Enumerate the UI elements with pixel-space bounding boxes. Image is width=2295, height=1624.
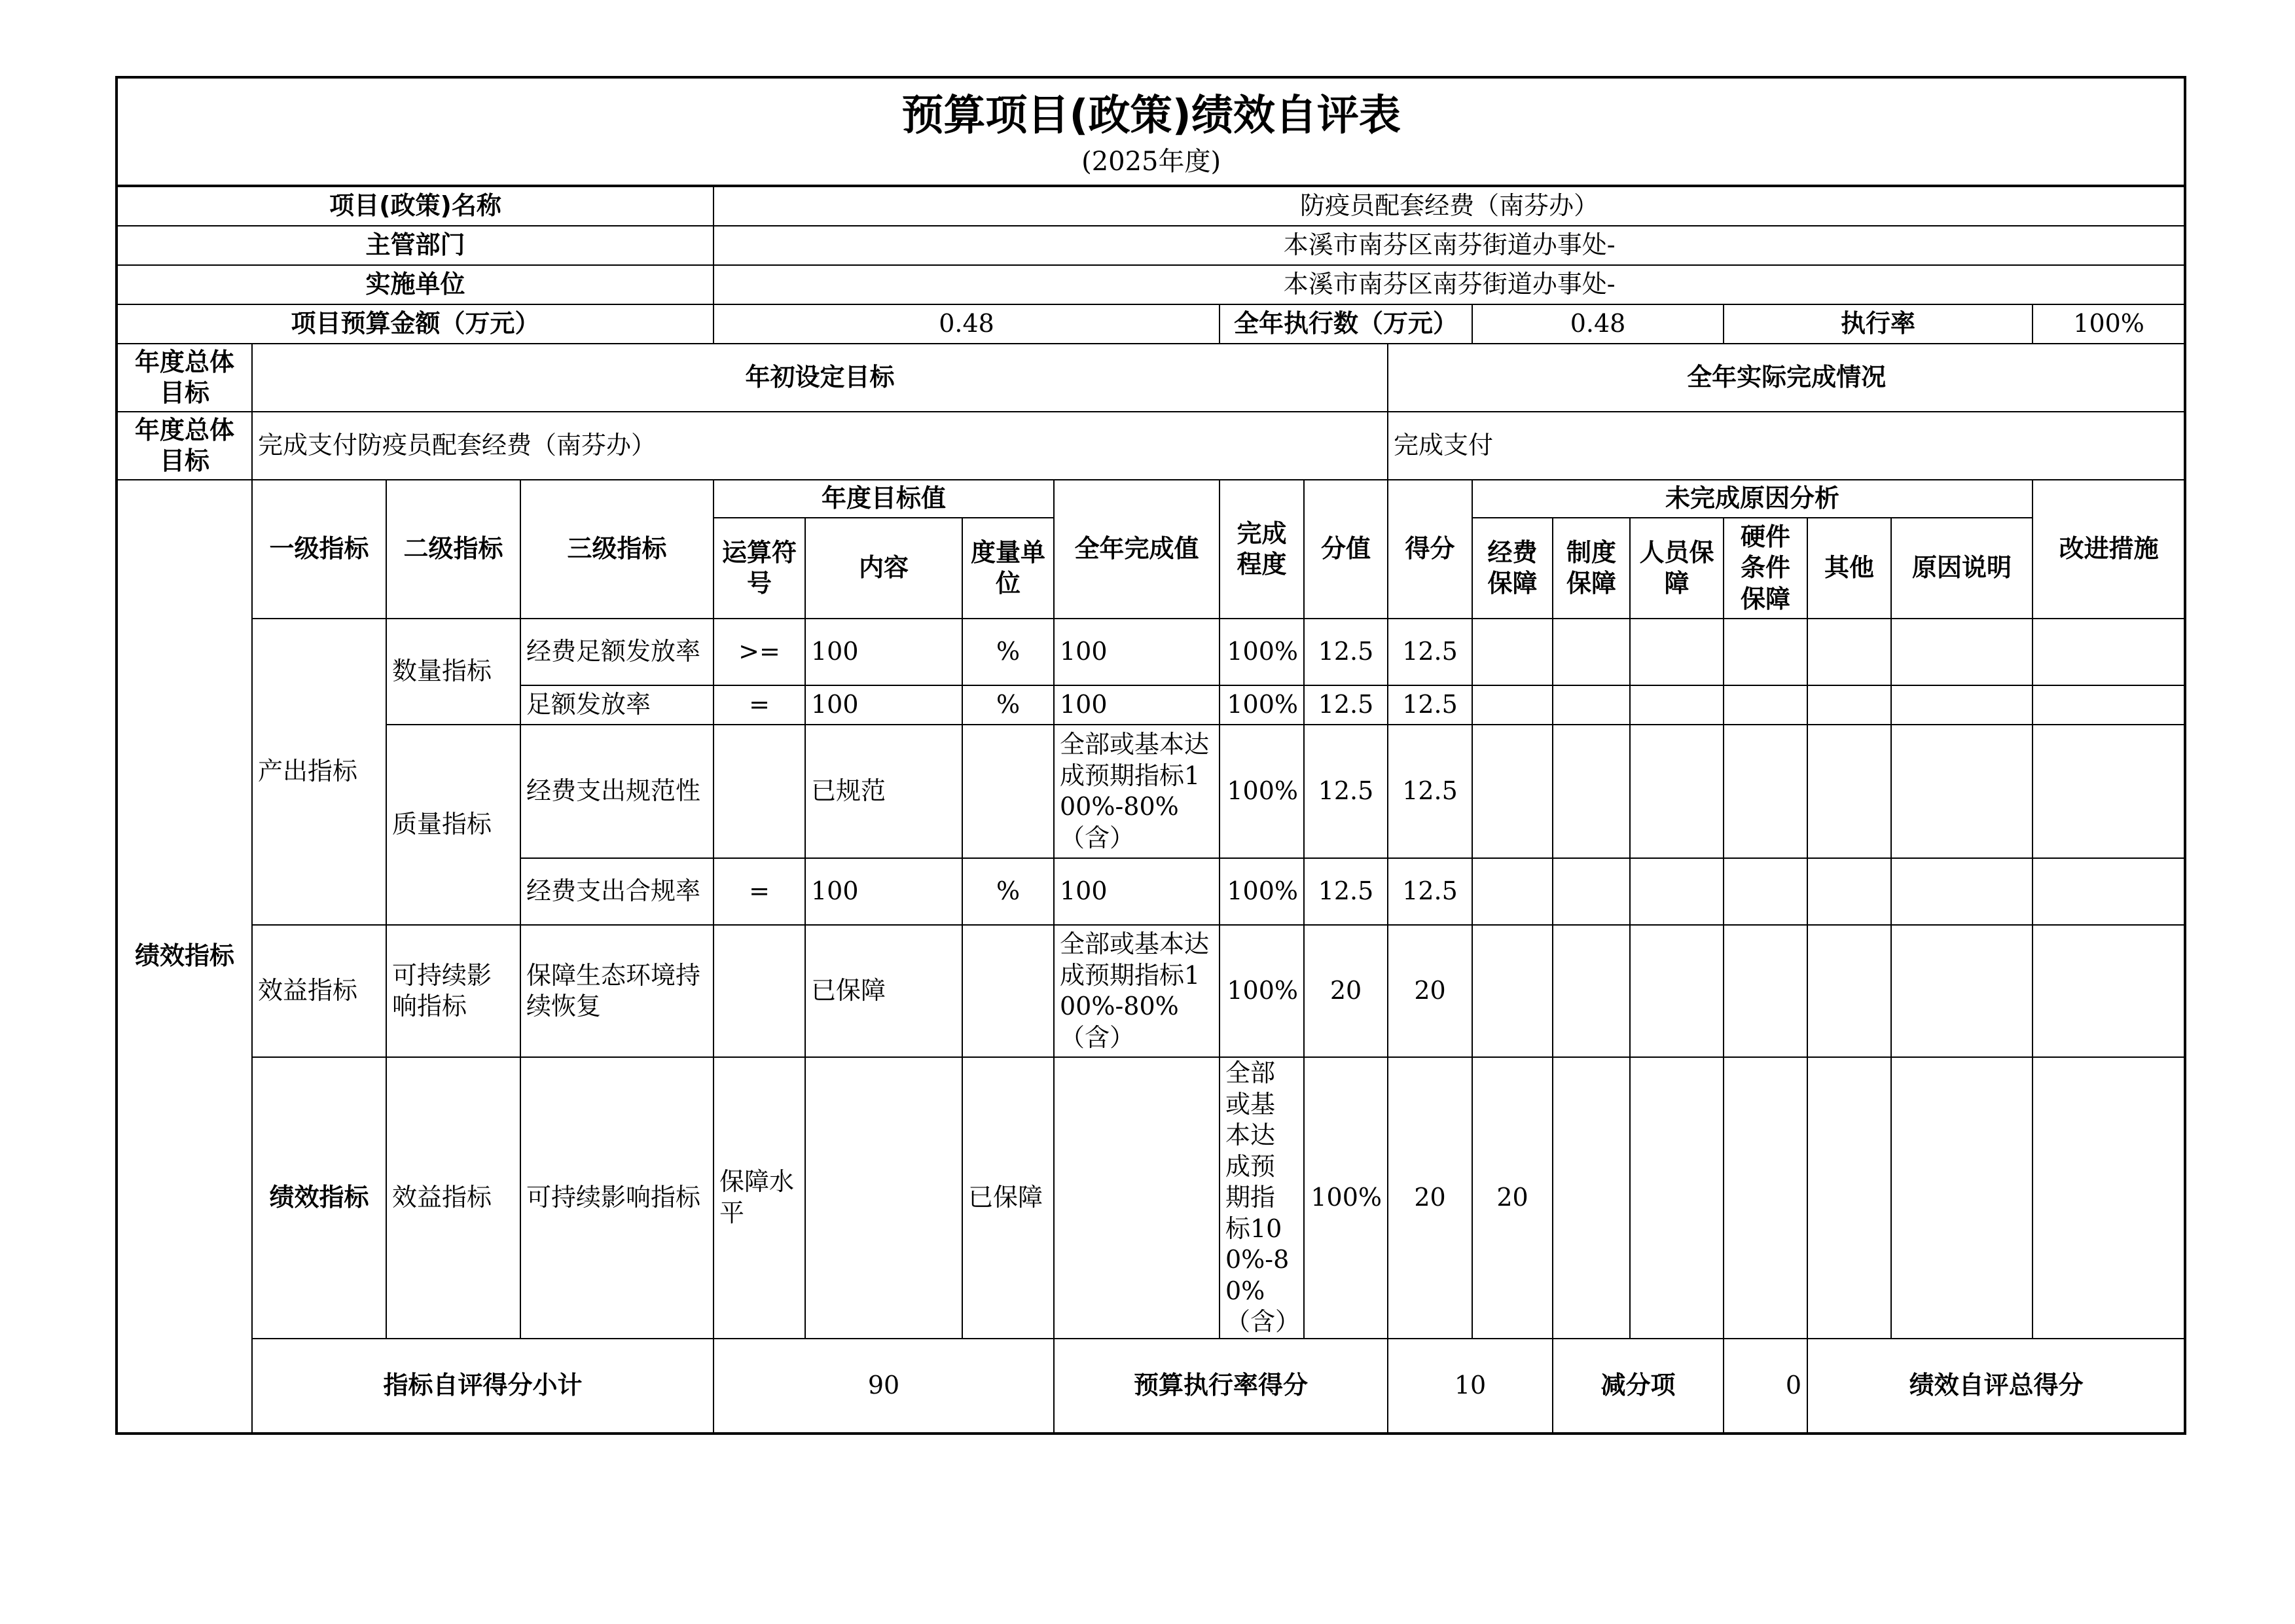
empty-cell	[1472, 685, 1553, 725]
empty-cell	[1807, 619, 1891, 685]
empty-cell	[1891, 925, 2033, 1057]
empty-cell	[1472, 619, 1553, 685]
empty-cell	[1630, 685, 1724, 725]
content-cell: 已保障	[805, 925, 962, 1057]
benefit-indicator-label: 效益指标	[252, 925, 386, 1057]
actual-cell: 100	[1054, 619, 1220, 685]
header-other: 其他	[1807, 518, 1891, 619]
deduct-value: 0	[1724, 1339, 1807, 1434]
content-cell: 100	[805, 858, 962, 925]
performance-evaluation-table	[115, 76, 2186, 1435]
rate-label: 执行率	[1724, 304, 2033, 344]
l3-cell: 足额发放率	[520, 685, 714, 725]
empty-cell	[1630, 925, 1724, 1057]
page-subtitle: (2025年度)	[1081, 146, 1221, 177]
budget-label: 项目预算金额（万元）	[117, 304, 714, 344]
empty-cell	[1553, 725, 1630, 858]
empty-cell	[1724, 619, 1807, 685]
empty-cell	[1807, 1057, 1891, 1339]
unit-value: 本溪市南芬区南芬街道办事处-	[714, 265, 2185, 304]
operator-cell: =	[714, 685, 805, 725]
obtained-cell: 12.5	[1388, 685, 1472, 725]
actual-cell: 全部或基本达成预期指标100%-80%（含）	[1054, 725, 1220, 858]
score-cell: 20	[1388, 1057, 1472, 1339]
header-funding: 经费保障	[1472, 518, 1553, 619]
score-cell: 20	[1304, 925, 1388, 1057]
budget-score-label: 预算执行率得分	[1054, 1339, 1388, 1434]
empty-cell	[1724, 1057, 1807, 1339]
dept-label: 主管部门	[117, 226, 714, 265]
empty-cell	[1630, 619, 1724, 685]
unit-cell: %	[962, 619, 1054, 685]
operator-cell	[805, 1057, 962, 1339]
l3-cell: 保障水平	[714, 1057, 805, 1339]
quantity-indicator-label: 数量指标	[386, 619, 520, 725]
header-level2: 二级指标	[386, 480, 520, 619]
empty-cell	[1630, 1057, 1724, 1339]
empty-cell	[2033, 925, 2185, 1057]
completion-cell: 100%	[1304, 1057, 1388, 1339]
l3-cell: 经费支出合规率	[520, 858, 714, 925]
completion-cell: 100%	[1220, 619, 1304, 685]
score-cell: 12.5	[1304, 725, 1388, 858]
completion-cell: 100%	[1220, 925, 1304, 1057]
header-level3: 三级指标	[520, 480, 714, 619]
header-obtained: 得分	[1388, 480, 1472, 619]
project-name-label: 项目(政策)名称	[117, 186, 714, 226]
empty-cell	[2033, 725, 2185, 858]
empty-cell	[1807, 858, 1891, 925]
obtained-cell: 20	[1472, 1057, 1553, 1339]
subtotal-label: 指标自评得分小计	[252, 1339, 714, 1434]
empty-cell	[1724, 925, 1807, 1057]
empty-cell	[1553, 1057, 1630, 1339]
header-actual-value: 全年完成值	[1054, 480, 1220, 619]
empty-cell	[1724, 858, 1807, 925]
actual-cell: 100	[1054, 685, 1220, 725]
empty-cell	[1724, 685, 1807, 725]
l3-cell: 保障生态环境持续恢复	[520, 925, 714, 1057]
empty-cell	[1891, 685, 2033, 725]
benefit-indicator-label-2: 效益指标	[386, 1057, 520, 1339]
empty-cell	[1472, 725, 1553, 858]
actual-cell: 100	[1054, 858, 1220, 925]
completion-cell: 100%	[1220, 725, 1304, 858]
obtained-cell: 12.5	[1388, 619, 1472, 685]
unit-cell	[962, 725, 1054, 858]
empty-cell	[1891, 725, 2033, 858]
empty-cell	[2033, 1057, 2185, 1339]
obtained-cell: 12.5	[1388, 858, 1472, 925]
empty-cell	[1553, 685, 1630, 725]
empty-cell	[2033, 685, 2185, 725]
obtained-cell: 12.5	[1388, 725, 1472, 858]
header-system: 制度保障	[1553, 518, 1630, 619]
unit-cell: %	[962, 685, 1054, 725]
l3-cell: 经费足额发放率	[520, 619, 714, 685]
content-cell: 已保障	[962, 1057, 1054, 1339]
completion-cell: 100%	[1220, 858, 1304, 925]
header-annual-target: 年度目标值	[714, 480, 1054, 518]
empty-cell	[1891, 858, 2033, 925]
page-title: 预算项目(政策)绩效自评表	[901, 92, 1401, 141]
executed-value: 0.48	[1472, 304, 1724, 344]
empty-cell	[1891, 1057, 2033, 1339]
score-cell: 12.5	[1304, 685, 1388, 725]
score-cell: 12.5	[1304, 619, 1388, 685]
content-cell: 100	[805, 685, 962, 725]
empty-cell	[1472, 925, 1553, 1057]
title-block	[117, 77, 2185, 186]
empty-cell	[1553, 858, 1630, 925]
budget-value: 0.48	[714, 304, 1220, 344]
empty-cell	[1630, 858, 1724, 925]
content-cell: 100	[805, 619, 962, 685]
planned-goal-header: 年初设定目标	[252, 344, 1388, 412]
score-cell: 12.5	[1304, 858, 1388, 925]
total-label: 绩效自评总得分	[1807, 1339, 2185, 1434]
content-cell: 已规范	[805, 725, 962, 858]
header-unit: 度量单位	[962, 518, 1054, 619]
sustain-indicator-label-2: 可持续影响指标	[520, 1057, 714, 1339]
rate-value: 100%	[2033, 304, 2185, 344]
header-hardware: 硬件条件保障	[1724, 518, 1807, 619]
l3-cell: 经费支出规范性	[520, 725, 714, 858]
header-level1: 一级指标	[252, 480, 386, 619]
empty-cell	[1807, 925, 1891, 1057]
planned-goal: 完成支付防疫员配套经费（南芬办）	[252, 412, 1388, 480]
header-staff: 人员保障	[1630, 518, 1724, 619]
dept-value: 本溪市南芬区南芬街道办事处-	[714, 226, 2185, 265]
actual-goal-header: 全年实际完成情况	[1388, 344, 2185, 412]
empty-cell	[1630, 725, 1724, 858]
goal-label-2: 年度总体目标	[117, 412, 252, 480]
project-name-value: 防疫员配套经费（南芬办）	[714, 186, 2185, 226]
budget-score-value: 10	[1388, 1339, 1553, 1434]
empty-cell	[1553, 925, 1630, 1057]
empty-cell	[1472, 858, 1553, 925]
actual-cell: 全部或基本达成预期指标100%-80%（含）	[1220, 1057, 1304, 1339]
unit-cell: %	[962, 858, 1054, 925]
executed-label: 全年执行数（万元）	[1220, 304, 1472, 344]
output-indicator-label: 产出指标	[252, 619, 386, 925]
deduct-label: 减分项	[1553, 1339, 1724, 1434]
unit-cell	[962, 925, 1054, 1057]
header-completion: 完成程度	[1220, 480, 1304, 619]
actual-goal: 完成支付	[1388, 412, 2185, 480]
header-score: 分值	[1304, 480, 1388, 619]
operator-cell	[714, 925, 805, 1057]
empty-cell	[1891, 619, 2033, 685]
operator-cell	[714, 725, 805, 858]
perf-indicator-label: 绩效指标	[117, 480, 252, 1434]
empty-cell	[2033, 619, 2185, 685]
operator-cell: >=	[714, 619, 805, 685]
empty-cell	[1724, 725, 1807, 858]
empty-cell	[1807, 725, 1891, 858]
subtotal-value: 90	[714, 1339, 1054, 1434]
goal-label: 年度总体目标	[117, 344, 252, 412]
obtained-cell: 20	[1388, 925, 1472, 1057]
header-reason-group: 未完成原因分析	[1472, 480, 2033, 518]
header-reason-desc: 原因说明	[1891, 518, 2033, 619]
empty-cell	[1553, 619, 1630, 685]
operator-cell: =	[714, 858, 805, 925]
completion-cell: 100%	[1220, 685, 1304, 725]
empty-cell	[2033, 858, 2185, 925]
quality-indicator-label: 质量指标	[386, 725, 520, 925]
unit-cell	[1054, 1057, 1220, 1339]
empty-cell	[1807, 685, 1891, 725]
header-content: 内容	[805, 518, 962, 619]
sustain-indicator-label: 可持续影响指标	[386, 925, 520, 1057]
header-operator: 运算符号	[714, 518, 805, 619]
unit-label: 实施单位	[117, 265, 714, 304]
actual-cell: 全部或基本达成预期指标100%-80%（含）	[1054, 925, 1220, 1057]
perf-indicator-label-2: 绩效指标	[252, 1057, 386, 1339]
header-improvement: 改进措施	[2033, 480, 2185, 619]
